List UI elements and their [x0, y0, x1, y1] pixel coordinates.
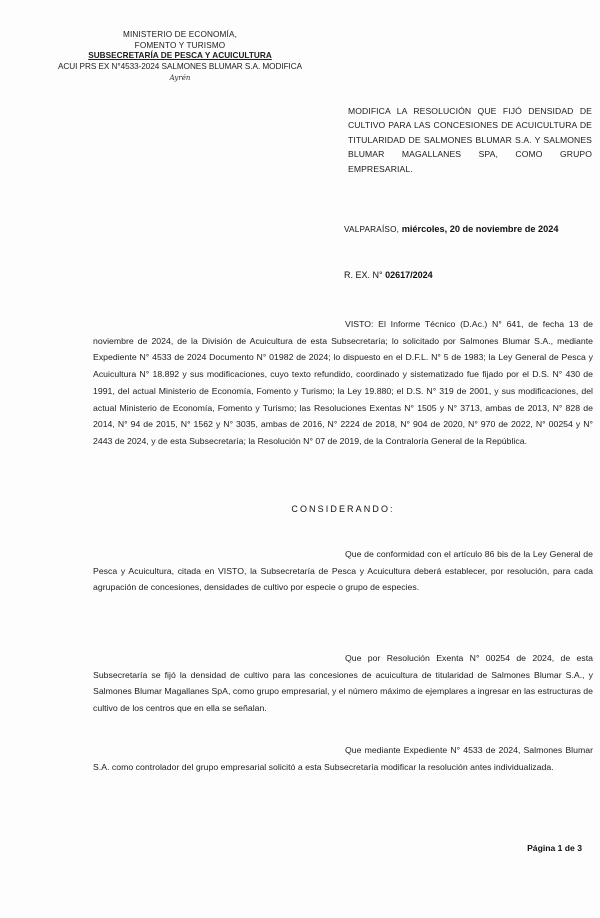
considerando-paragraph-1	[93, 546, 593, 596]
signature-initials: Ayrén	[169, 74, 191, 82]
considerando-3-body: 2024, Salmones Blumar S.A. como controlador del grupo empresarial solicitó a esta Subsecretaría modificar la resolución antes individualizada.	[93, 745, 594, 772]
resolution-number	[344, 270, 433, 280]
letterhead	[0, 30, 360, 83]
considerando-2-lead: Que por Resolución Exenta N° 00254 de	[345, 653, 527, 663]
considerando-1-body: de la Ley General de Pesca y Acuicultura, citada en VISTO, la Subsecretaría de Pesca y Acuicultura deberá establecer, por resolución, para cada agrupación de concesiones, densidades de cultivo por especie o grupo de especies.	[93, 549, 594, 593]
visto-lead-text: VISTO: El Informe Técnico (D.Ac.) N° 641, de	[345, 319, 539, 329]
ministry-line-2: FOMENTO Y TURISMO	[134, 40, 226, 50]
ministry-line-1: MINISTERIO DE ECONOMÍA,	[123, 30, 237, 39]
file-reference-line: ACUI PRS EX N°4533-2024 SALMONES BLUMAR S.A. MODIFICA	[57, 61, 303, 71]
place-date-line	[344, 224, 596, 234]
resolution-number-prefix: R. EX. N°	[344, 270, 383, 280]
considerando-1-lead: Que de conformidad con el artículo 86 bis	[345, 549, 509, 559]
city-label: VALPARAÍSO,	[344, 225, 400, 234]
subsecretaria-line: SUBSECRETARÍA DE PESCA Y ACUICULTURA	[88, 51, 272, 60]
page-footer: Página 1 de 3	[527, 843, 582, 853]
considerando-paragraph-2	[93, 650, 593, 717]
visto-body-text: fecha 13 de noviembre de 2024, de la División de Acuicultura de esta Subsecretaría; lo solicitado por Salmones Blumar S.A., mediante Expediente N° 4533 de 2024 Documento N° 01982 de 2024; lo dispuesto en el D.F.L. N° 5 de 1983; la Ley General de Pesca y Acuicultura N° 18.892 y sus modificaciones, cuyo texto refundido, coordinado y sistematizado fue fijado por el D.S. N° 430 de 1991, del actual Ministerio de Economía, Fomento y Turismo; la Ley 19.880; el D.S. N° 319 de 2001, y sus modificaciones, del actual Ministerio de Economía, Fomento y Turismo; las Resoluciones Exentas N° 1505 y N° 3713, ambas de 2013, N° 828 de 2014, N° 94 de 2015, N° 1562 y N° 3035, ambas de 2016, N° 2224 de 2018, N° 904 de 2020, N° 970 de 2022, N° 00254 y N° 2443 de 2024, y de esta Subsecretaría; la Resolución N° 07 de 2019, de la Contraloría General de la República.	[93, 319, 593, 446]
resolution-title: MODIFICA LA RESOLUCIÓN QUE FIJÓ DENSIDAD DE CULTIVO PARA LAS CONCESIONES DE ACUICULTURA DE TITULARIDAD DE SALMONES BLUMAR S.A. Y SALMONES BLUMAR MAGALLANES SPA, COMO GRUPO EMPRESARIAL.	[348, 106, 592, 174]
date-label: miércoles, 20 de noviembre de 2024	[401, 224, 559, 234]
resolution-number-value: 02617/2024	[385, 270, 433, 280]
considerando-heading: CONSIDERANDO:	[291, 504, 395, 514]
considerando-2-body: 2024, de esta Subsecretaría se fijó la densidad de cultivo para las concesiones de acuicultura de titularidad de Salmones Blumar S.A., y Salmones Blumar Magallanes SpA, como grupo empresarial, y el número máximo de ejemplares a ingresar en las estructuras de cultivo de los centros que en ella se señalan.	[93, 653, 593, 714]
considerando-paragraph-3	[93, 742, 593, 775]
considerando-3-lead: Que mediante Expediente N° 4533 de	[345, 745, 496, 755]
visto-paragraph	[93, 316, 593, 450]
